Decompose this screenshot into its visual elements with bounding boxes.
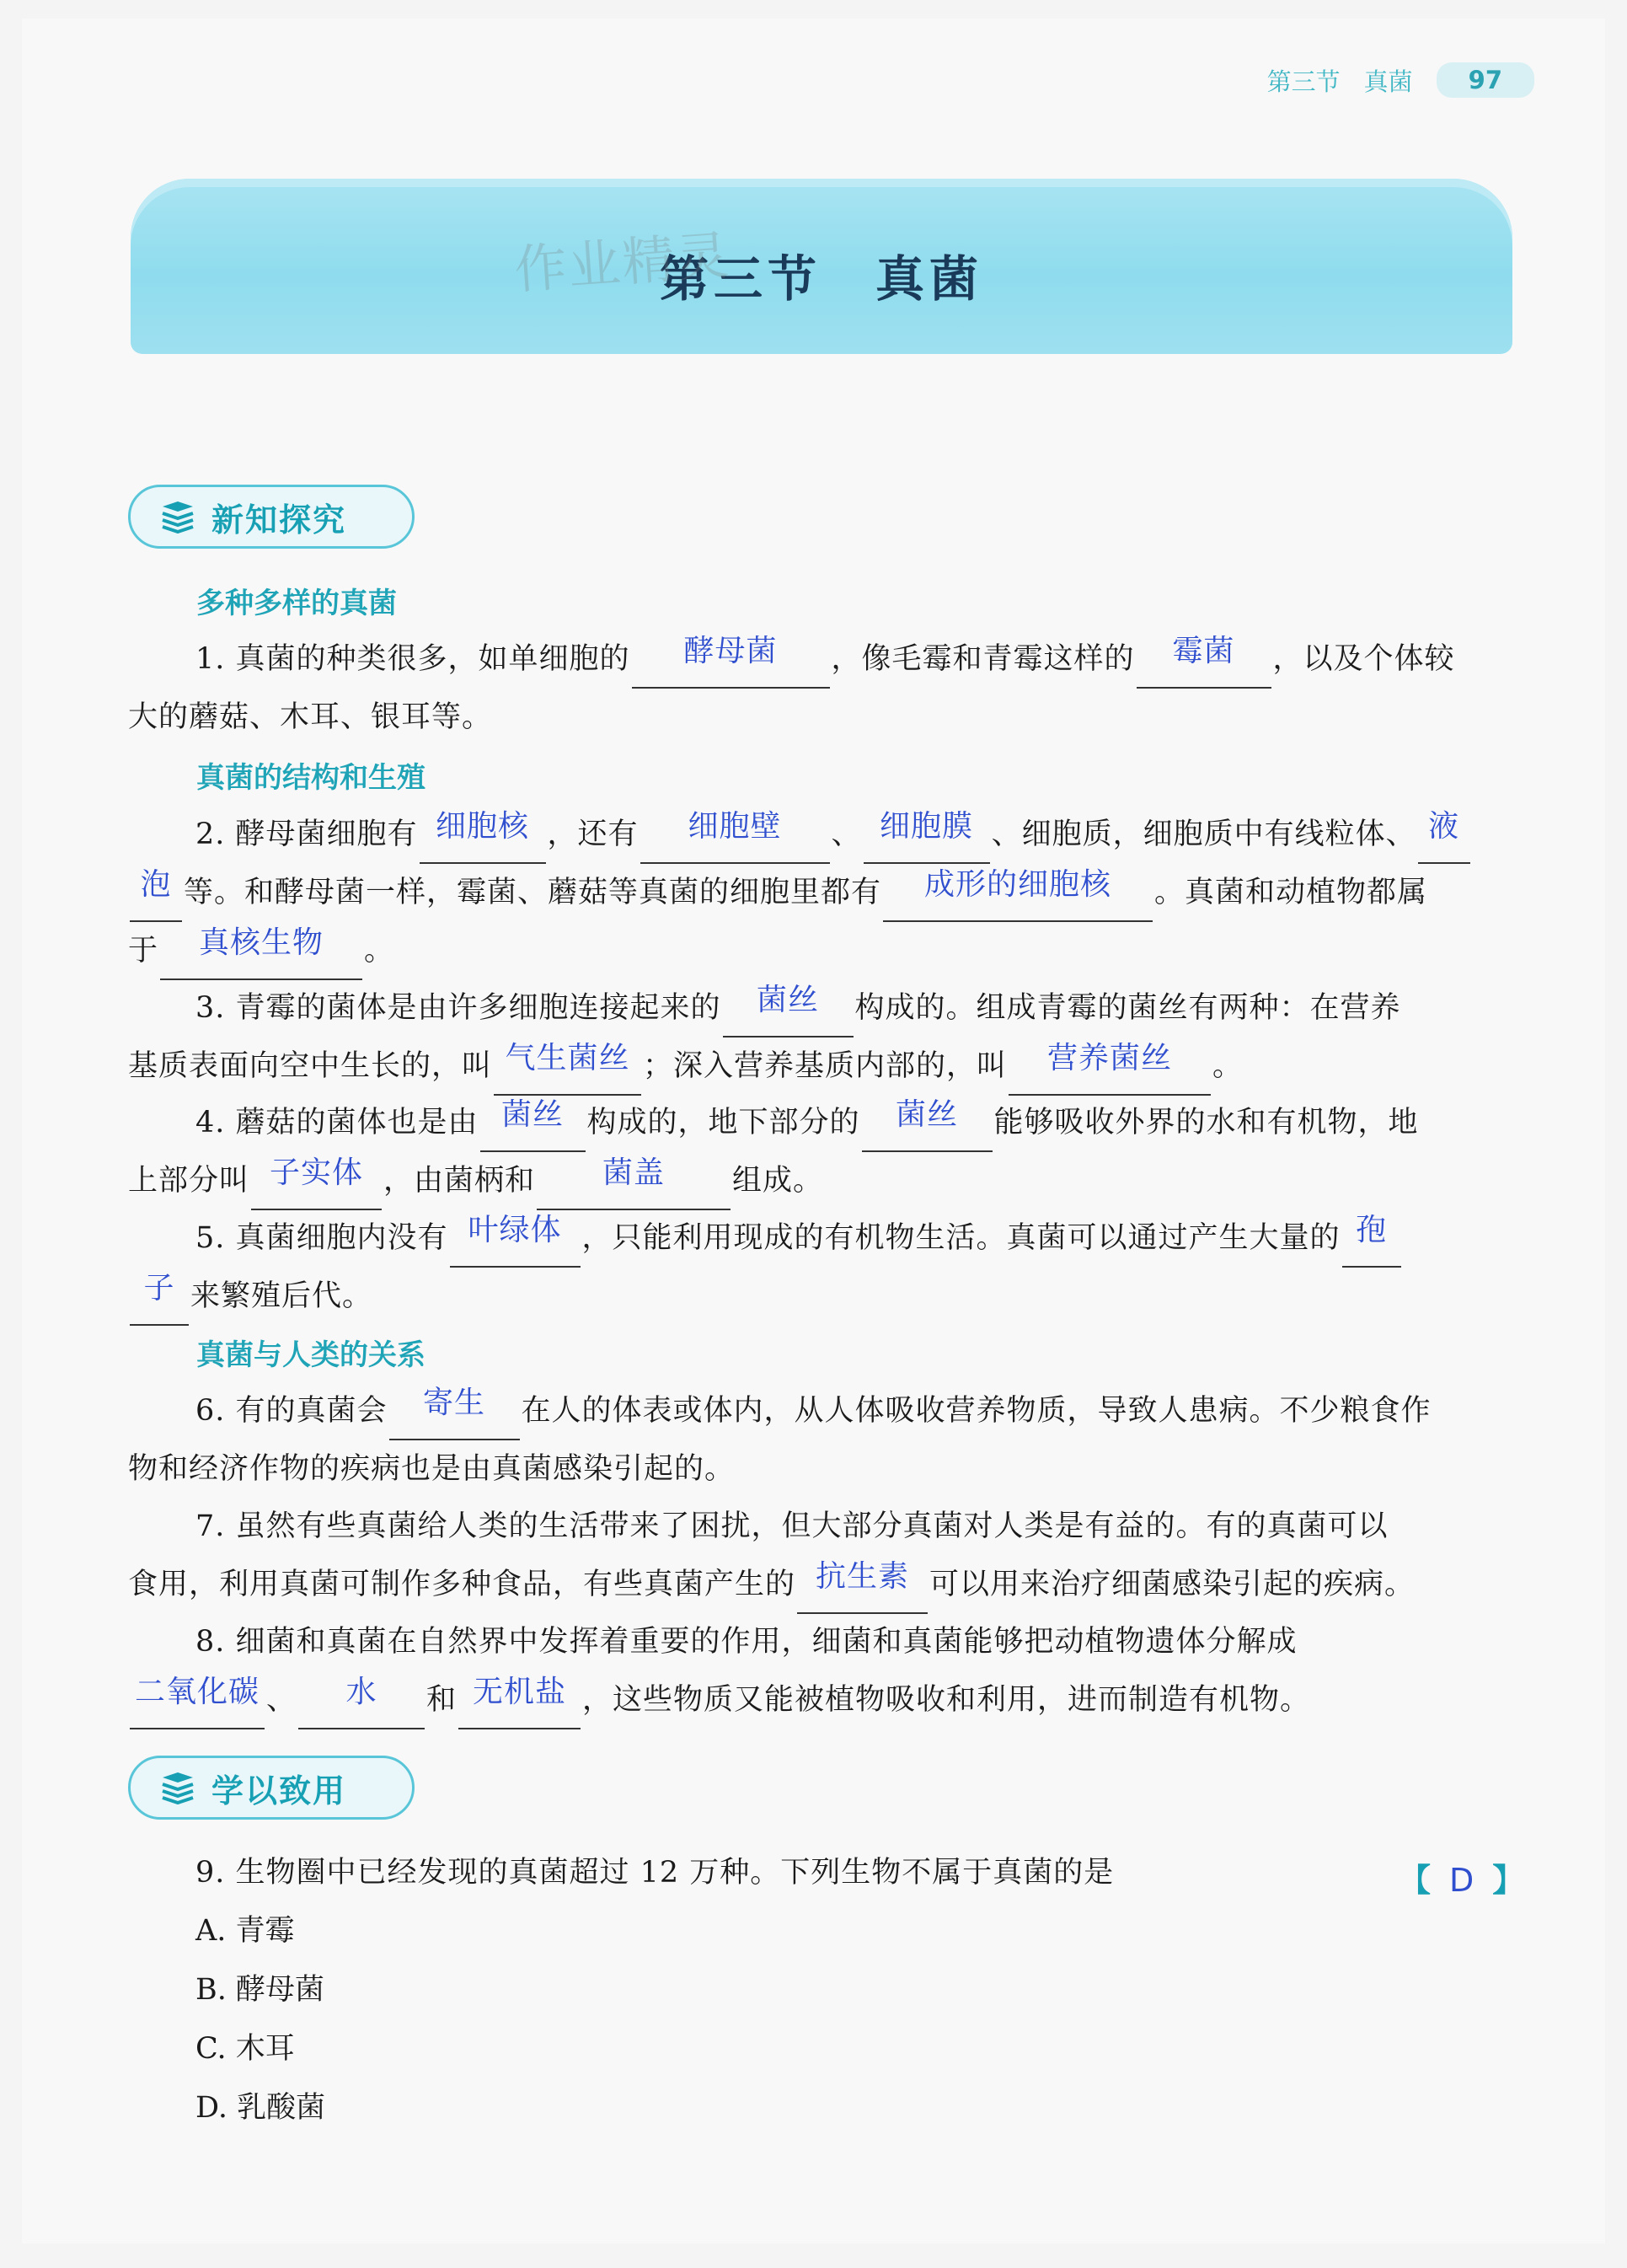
- answer-text: 二氧化碳: [134, 1675, 260, 1709]
- q3-text: 基质表面向空中生长的，叫: [128, 1049, 493, 1083]
- section-apply: [128, 1756, 415, 1820]
- q6-text: 6. 有的真菌会: [195, 1394, 388, 1428]
- question-9: [128, 1844, 1510, 1902]
- answer-text: 菌丝: [757, 983, 820, 1017]
- answer-blank: [1009, 1041, 1211, 1096]
- q1-text: ，像毛霉和青霉这样的: [831, 642, 1135, 676]
- q2-text: 2. 酵母菌细胞有: [195, 818, 418, 851]
- option-a: A. 青霉: [195, 1914, 295, 1948]
- q4-text: ，由菌柄和: [383, 1164, 536, 1198]
- question-8: [128, 1613, 1510, 1729]
- option-b: B. 酵母菌: [195, 1973, 324, 2007]
- option-c: C. 木耳: [195, 2032, 295, 2066]
- q3-text: 构成的。组成青霉的菌丝有两种：在营养: [854, 991, 1401, 1025]
- answer-text: 液: [1428, 809, 1460, 844]
- q9-stem: 9. 生物圈中已经发现的真菌超过 12 万种。下列生物不属于真菌的是: [195, 1856, 1115, 1890]
- q5-text: 来繁殖后代。: [190, 1279, 373, 1313]
- answer-blank: [797, 1559, 928, 1614]
- q7-text: 7. 虽然有些真菌给人类的生活带来了困扰，但大部分真菌对人类是有益的。有的真菌可以: [195, 1509, 1389, 1543]
- question-4: [128, 1094, 1510, 1210]
- q3-text: 3. 青霉的菌体是由许多细胞连接起来的: [195, 991, 721, 1025]
- subhead-diversity: 多种多样的真菌: [196, 587, 397, 620]
- running-header: [1267, 62, 1534, 98]
- header-section: 第三节: [1266, 67, 1341, 96]
- answer-text: 酵母菌: [683, 634, 778, 668]
- header-topic: 真菌: [1363, 67, 1413, 96]
- answer-text: 水: [345, 1675, 377, 1709]
- answer-text: 菌盖: [602, 1155, 666, 1190]
- page-title: 第三节 真菌: [659, 250, 983, 308]
- answer-blank: [251, 1155, 382, 1210]
- q2-text: 。: [364, 934, 395, 968]
- option-d: D. 乳酸菌: [195, 2091, 326, 2125]
- question-1: [128, 630, 1510, 747]
- answer-blank: [1418, 809, 1470, 864]
- q3-text: 。: [1212, 1049, 1244, 1083]
- answer-blank: [1342, 1213, 1401, 1268]
- watermark: 作业精灵: [512, 224, 732, 301]
- answer-text: 细胞壁: [688, 809, 782, 844]
- answer-text: 真核生物: [199, 925, 324, 960]
- answer-blank: [450, 1213, 581, 1268]
- q6-text: 在人的体表或体内，从人体吸收营养物质，导致人患病。不少粮食作: [521, 1394, 1432, 1428]
- q1-text: 1. 真菌的种类很多，如单细胞的: [195, 642, 630, 676]
- page-number: 97: [1437, 62, 1534, 98]
- answer-text: 抗生素: [816, 1559, 910, 1594]
- question-6: [128, 1382, 1510, 1499]
- answer-blank: [883, 867, 1153, 922]
- answer-text: D: [1449, 1862, 1474, 1899]
- section-explore: [128, 485, 415, 549]
- section-label: 学以致用: [211, 1772, 347, 1810]
- answer-text: 菌丝: [501, 1097, 565, 1132]
- answer-text: 子: [143, 1271, 175, 1306]
- bracket-close: 】: [1492, 1862, 1525, 1899]
- q2-text: 、: [831, 818, 862, 851]
- answer-blank: [458, 1675, 581, 1729]
- books-icon: [159, 1771, 196, 1804]
- q2-text: 于: [128, 934, 159, 968]
- books-icon: [159, 500, 196, 533]
- q6-text: 物和经济作物的疾病也是由真菌感染引起的。: [128, 1452, 736, 1486]
- q2-text: 。真菌和动植物都属: [1154, 876, 1428, 909]
- answer-blank: [298, 1675, 425, 1729]
- question-7: [128, 1498, 1510, 1614]
- q1-text: ，以及个体较: [1272, 642, 1455, 676]
- q5-text: 5. 真菌细胞内没有: [195, 1221, 448, 1255]
- answer-blank: [1137, 634, 1271, 689]
- q2-text: 、细胞质，细胞质中有线粒体、: [991, 818, 1416, 851]
- q3-text: ；深入营养基质内部的，叫: [643, 1049, 1008, 1083]
- answer-text: 细胞膜: [880, 809, 974, 844]
- q8-text: 和: [426, 1683, 458, 1717]
- answer-bracket: [1399, 1854, 1524, 1901]
- q7-text: 食用，利用真菌可制作多种食品，有些真菌产生的: [128, 1568, 796, 1601]
- question-5: [128, 1209, 1510, 1326]
- answer-text: 菌丝: [896, 1097, 959, 1132]
- answer-blank: [130, 1271, 189, 1326]
- answer-blank: [723, 983, 854, 1037]
- q1-text: 大的蘑菇、木耳、银耳等。: [128, 700, 493, 734]
- answer-blank: [420, 809, 546, 864]
- answer-text: 营养菌丝: [1047, 1041, 1173, 1075]
- answer-blank: [862, 1097, 993, 1152]
- q4-text: 4. 蘑菇的菌体也是由: [195, 1106, 479, 1139]
- answer-blank: [160, 925, 362, 980]
- q4-text: 能够吸收外界的水和有机物，地: [993, 1106, 1419, 1139]
- question-2: [128, 806, 1510, 980]
- answer-text: 细胞核: [436, 809, 530, 844]
- q2-text: ，还有: [547, 818, 639, 851]
- title-banner: [131, 179, 1512, 354]
- q8-text: 8. 细菌和真菌在自然界中发挥着重要的作用，细菌和真菌能够把动植物遗体分解成: [195, 1625, 1298, 1659]
- q2-text: 等。和酵母菌一样，霉菌、蘑菇等真菌的细胞里都有: [184, 876, 882, 909]
- answer-text: 孢: [1356, 1213, 1388, 1247]
- answer-blank: [389, 1386, 520, 1440]
- q8-text: 、: [266, 1683, 297, 1717]
- answer-text: 泡: [140, 867, 172, 902]
- q4-text: 构成的，地下部分的: [586, 1106, 860, 1139]
- q8-text: ，这些物质又能被植物吸收和利用，进而制造有机物。: [582, 1683, 1311, 1717]
- q4-text: 组成。: [732, 1164, 824, 1198]
- question-3: [128, 979, 1510, 1096]
- answer-blank: [130, 1675, 265, 1729]
- answer-blank: [640, 809, 830, 864]
- answer-text: 气生菌丝: [505, 1041, 630, 1075]
- answer-blank: [632, 634, 830, 689]
- answer-text: 无机盐: [473, 1675, 567, 1709]
- subhead-relation: 真菌与人类的关系: [196, 1338, 425, 1372]
- q4-text: 上部分叫: [128, 1164, 250, 1198]
- bracket-open: 【: [1399, 1862, 1432, 1899]
- q5-text: ，只能利用现成的有机物生活。真菌可以通过产生大量的: [581, 1221, 1341, 1255]
- answer-text: 叶绿体: [468, 1213, 562, 1247]
- q7-text: 可以用来治疗细菌感染引起的疾病。: [929, 1568, 1416, 1601]
- subhead-structure: 真菌的结构和生殖: [196, 761, 425, 795]
- answer-text: 寄生: [423, 1386, 486, 1420]
- answer-text: 霉菌: [1172, 634, 1235, 668]
- answer-text: 子实体: [270, 1155, 364, 1190]
- section-label: 新知探究: [211, 501, 347, 539]
- answer-text: 成形的细胞核: [924, 867, 1112, 902]
